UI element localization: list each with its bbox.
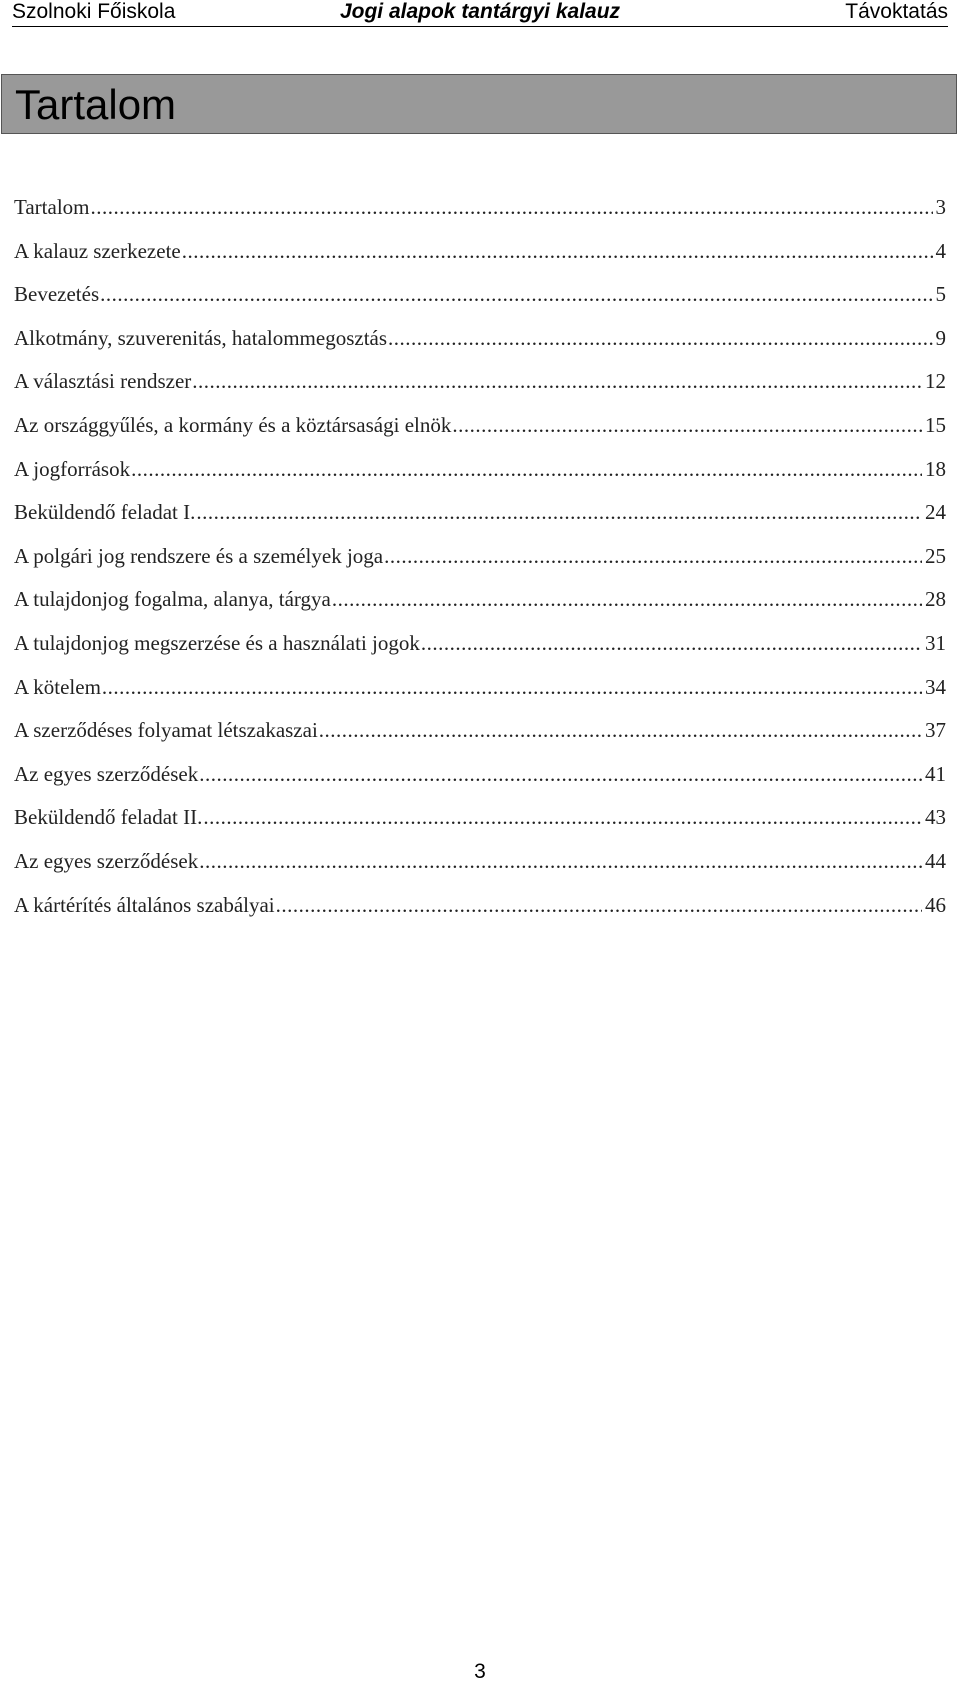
toc-dot-leader	[203, 800, 922, 835]
toc-entry-title: Az egyes szerződések	[14, 848, 199, 873]
page-number: 3	[474, 1660, 486, 1683]
toc-entry-page: 31	[925, 630, 946, 655]
toc-dot-leader	[102, 670, 922, 705]
toc-entry[interactable]	[14, 277, 946, 321]
toc-dot-leader	[319, 713, 922, 748]
toc-entry-title: A választási rendszer	[14, 369, 192, 394]
toc-entry-page: 9	[935, 325, 946, 350]
toc-entry-title: A jogforrások	[14, 456, 131, 481]
toc-entry-title: Tartalom	[14, 195, 90, 219]
toc-entry[interactable]	[14, 234, 946, 278]
toc-entry[interactable]	[14, 408, 946, 452]
toc-entry-title: A tulajdonjog fogalma, alanya, tárgya	[14, 587, 331, 612]
toc-entry[interactable]	[14, 713, 946, 757]
section-title-bar	[1, 74, 957, 134]
toc-entry-page: 28	[925, 587, 946, 612]
toc-dot-leader	[332, 582, 922, 617]
toc-entry[interactable]	[14, 364, 946, 408]
toc-entry-page: 4	[935, 238, 946, 263]
toc-entry-page: 25	[925, 543, 946, 568]
toc-dot-leader	[182, 234, 933, 269]
header-program: Távoktatás	[845, 0, 948, 23]
toc-entry-title: A kalauz szerkezete	[14, 238, 181, 263]
toc-dot-leader	[199, 757, 922, 792]
toc-entry-title: Az országgyűlés, a kormány és a köztársasági elnök	[14, 412, 452, 437]
toc-entry-title: A kötelem	[14, 674, 101, 699]
toc-dot-leader	[100, 277, 932, 312]
toc-entry-title: Beküldendő feladat I.	[14, 500, 196, 525]
toc-entry-title: A kártérítés általános szabályai	[14, 892, 275, 917]
toc-entry-page: 15	[925, 412, 946, 437]
table-of-contents	[14, 190, 946, 931]
toc-entry-page: 46	[925, 892, 946, 917]
header-course-title: Jogi alapok tantárgyi kalauz	[339, 0, 621, 23]
toc-entry-title: A tulajdonjog megszerzése és a használati jogok	[14, 630, 420, 655]
toc-dot-leader	[199, 844, 922, 879]
toc-entry-page: 37	[925, 718, 946, 743]
toc-entry-title: Alkotmány, szuverenitás, hatalommegosztás	[14, 325, 388, 350]
toc-entry-page: 34	[925, 674, 946, 699]
toc-entry[interactable]	[14, 888, 946, 932]
toc-dot-leader	[196, 495, 922, 530]
toc-entry[interactable]	[14, 844, 946, 888]
toc-entry[interactable]	[14, 495, 946, 539]
toc-entry-page: 3	[935, 195, 946, 219]
toc-entry[interactable]	[14, 452, 946, 496]
toc-entry-page: 24	[925, 500, 946, 525]
toc-entry-page: 5	[935, 282, 946, 307]
toc-entry[interactable]	[14, 190, 946, 234]
toc-dot-leader	[131, 452, 922, 487]
toc-dot-leader	[91, 190, 933, 225]
toc-dot-leader	[276, 888, 922, 923]
toc-entry-title: Bevezetés	[14, 282, 100, 307]
toc-dot-leader	[192, 364, 922, 399]
toc-dot-leader	[388, 321, 932, 356]
toc-entry-page: 41	[925, 761, 946, 786]
toc-dot-leader	[452, 408, 922, 443]
toc-entry[interactable]	[14, 539, 946, 583]
toc-entry[interactable]	[14, 800, 946, 844]
toc-dot-leader	[421, 626, 922, 661]
toc-entry[interactable]	[14, 321, 946, 365]
toc-entry[interactable]	[14, 670, 946, 714]
toc-dot-leader	[384, 539, 922, 574]
toc-entry-page: 18	[925, 456, 946, 481]
toc-entry[interactable]	[14, 757, 946, 801]
toc-entry[interactable]	[14, 626, 946, 670]
header-institution: Szolnoki Főiskola	[12, 0, 176, 23]
section-title: Tartalom	[15, 81, 177, 128]
toc-entry[interactable]	[14, 582, 946, 626]
toc-entry-title: A szerződéses folyamat létszakaszai	[14, 718, 318, 743]
toc-entry-title: Az egyes szerződések	[14, 761, 199, 786]
toc-entry-title: A polgári jog rendszere és a személyek joga	[14, 543, 384, 568]
toc-entry-page: 12	[925, 369, 946, 394]
running-header	[12, 0, 948, 27]
toc-entry-page: 44	[925, 848, 946, 873]
toc-entry-title: Beküldendő feladat II.	[14, 805, 203, 830]
toc-entry-page: 43	[925, 805, 946, 830]
